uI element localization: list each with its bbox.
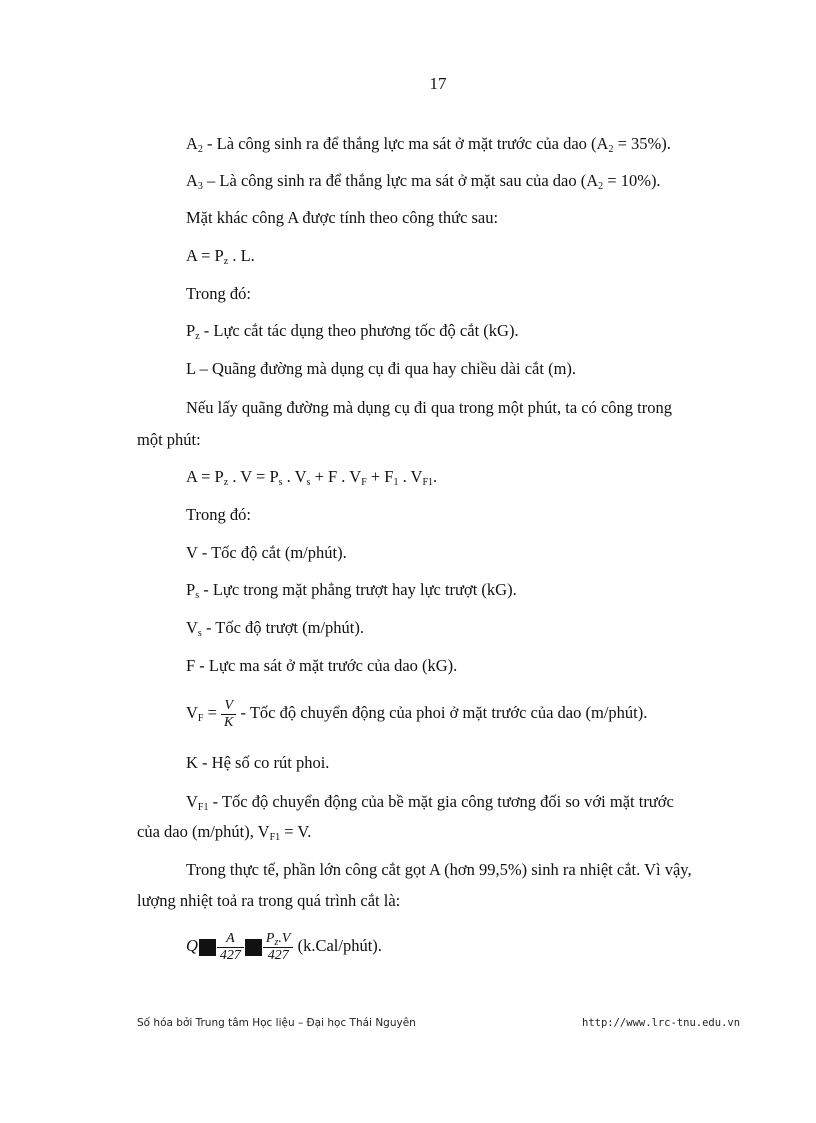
paragraph-mat-khac: Mặt khác công A được tính theo công thức sau: — [186, 208, 499, 227]
v-definition: V - Tốc độ cắt (m/phút). — [186, 543, 347, 562]
pz-definition: $P_z$ - Lực cắt tác dụng theo phương tốc độ cắt (kG). — [186, 321, 519, 342]
formula-power: $A = P_z$ . $V = P_s$ . $V_s + F$ . $V_F + F_1$ . $V_{F1}$. — [186, 467, 438, 488]
vf1-definition-line2: của dao (m/phút), $V_{F1} = V$. — [137, 822, 312, 843]
equals-glyph-placeholder — [199, 939, 216, 956]
a2-definition: $A_2$ - Là công sinh ra để thắng lực ma sát ở mặt trước của dao $(A_2 = 35\%)$. — [186, 134, 671, 155]
footer-source: Số hóa bởi Trung tâm Học liệu – Đại học Thái Nguyên — [137, 1017, 416, 1029]
footer-url[interactable]: http://www.lrc-tnu.edu.vn — [582, 1017, 741, 1029]
paragraph-neu-lay-line2: một phút: — [137, 430, 201, 449]
paragraph-thuc-te-line2: lượng nhiệt toả ra trong quá trình cắt là: — [137, 891, 401, 910]
vf1-definition-line1: $V_{F1}$ - Tốc độ chuyển động của bề mặt gia công tương đối so với mặt trước — [186, 792, 674, 813]
paragraph-neu-lay-line1: Nếu lấy quãng đường mà dụng cụ đi qua trong một phút, ta có công trong — [186, 398, 672, 417]
formula-heat: Q $\frac{A}{427}$ $\frac{P_z.V}{427}$ (k.Cal/phút). — [186, 930, 382, 963]
paragraph-thuc-te-line1: Trong thực tế, phần lớn công cắt gọt A (hơn 99,5%) sinh ra nhiệt cắt. Vì vậy, — [186, 860, 692, 879]
page-number: 17 — [429, 74, 447, 93]
equals-glyph-placeholder-2 — [245, 939, 262, 956]
fraction-a-over-427: $\frac{A}{427}$ — [217, 931, 244, 964]
ps-definition: $P_s$ - Lực trong mặt phẳng trượt hay lực trượt (kG). — [186, 580, 517, 601]
vs-definition: $V_s$ - Tốc độ trượt (m/phút). — [186, 618, 365, 639]
k-definition: K - Hệ số co rút phoi. — [186, 753, 330, 772]
f-definition: F - Lực ma sát ở mặt trước của dao (kG). — [186, 656, 458, 675]
label-trong-do-2: Trong đó: — [186, 505, 251, 524]
fraction-pzv-over-427: $\frac{P_z.V}{427}$ — [263, 931, 294, 964]
label-trong-do: Trong đó: — [186, 284, 251, 303]
formula-work: $A = P_z$ . L. — [186, 246, 255, 267]
vf-definition: $V_F$ = $\frac{V}{K}$ - Tốc độ chuyển động của phoi ở mặt trước của dao (m/phút). — [186, 697, 648, 730]
fraction-v-over-k: $\frac{V}{K}$ — [221, 698, 236, 731]
a3-definition: $A_3$ – Là công sinh ra để thắng lực ma sát ở mặt sau của dao $(A_2 = 10\%)$. — [186, 171, 661, 192]
l-definition: L – Quãng đường mà dụng cụ đi qua hay chiều dài cắt (m). — [186, 359, 577, 378]
